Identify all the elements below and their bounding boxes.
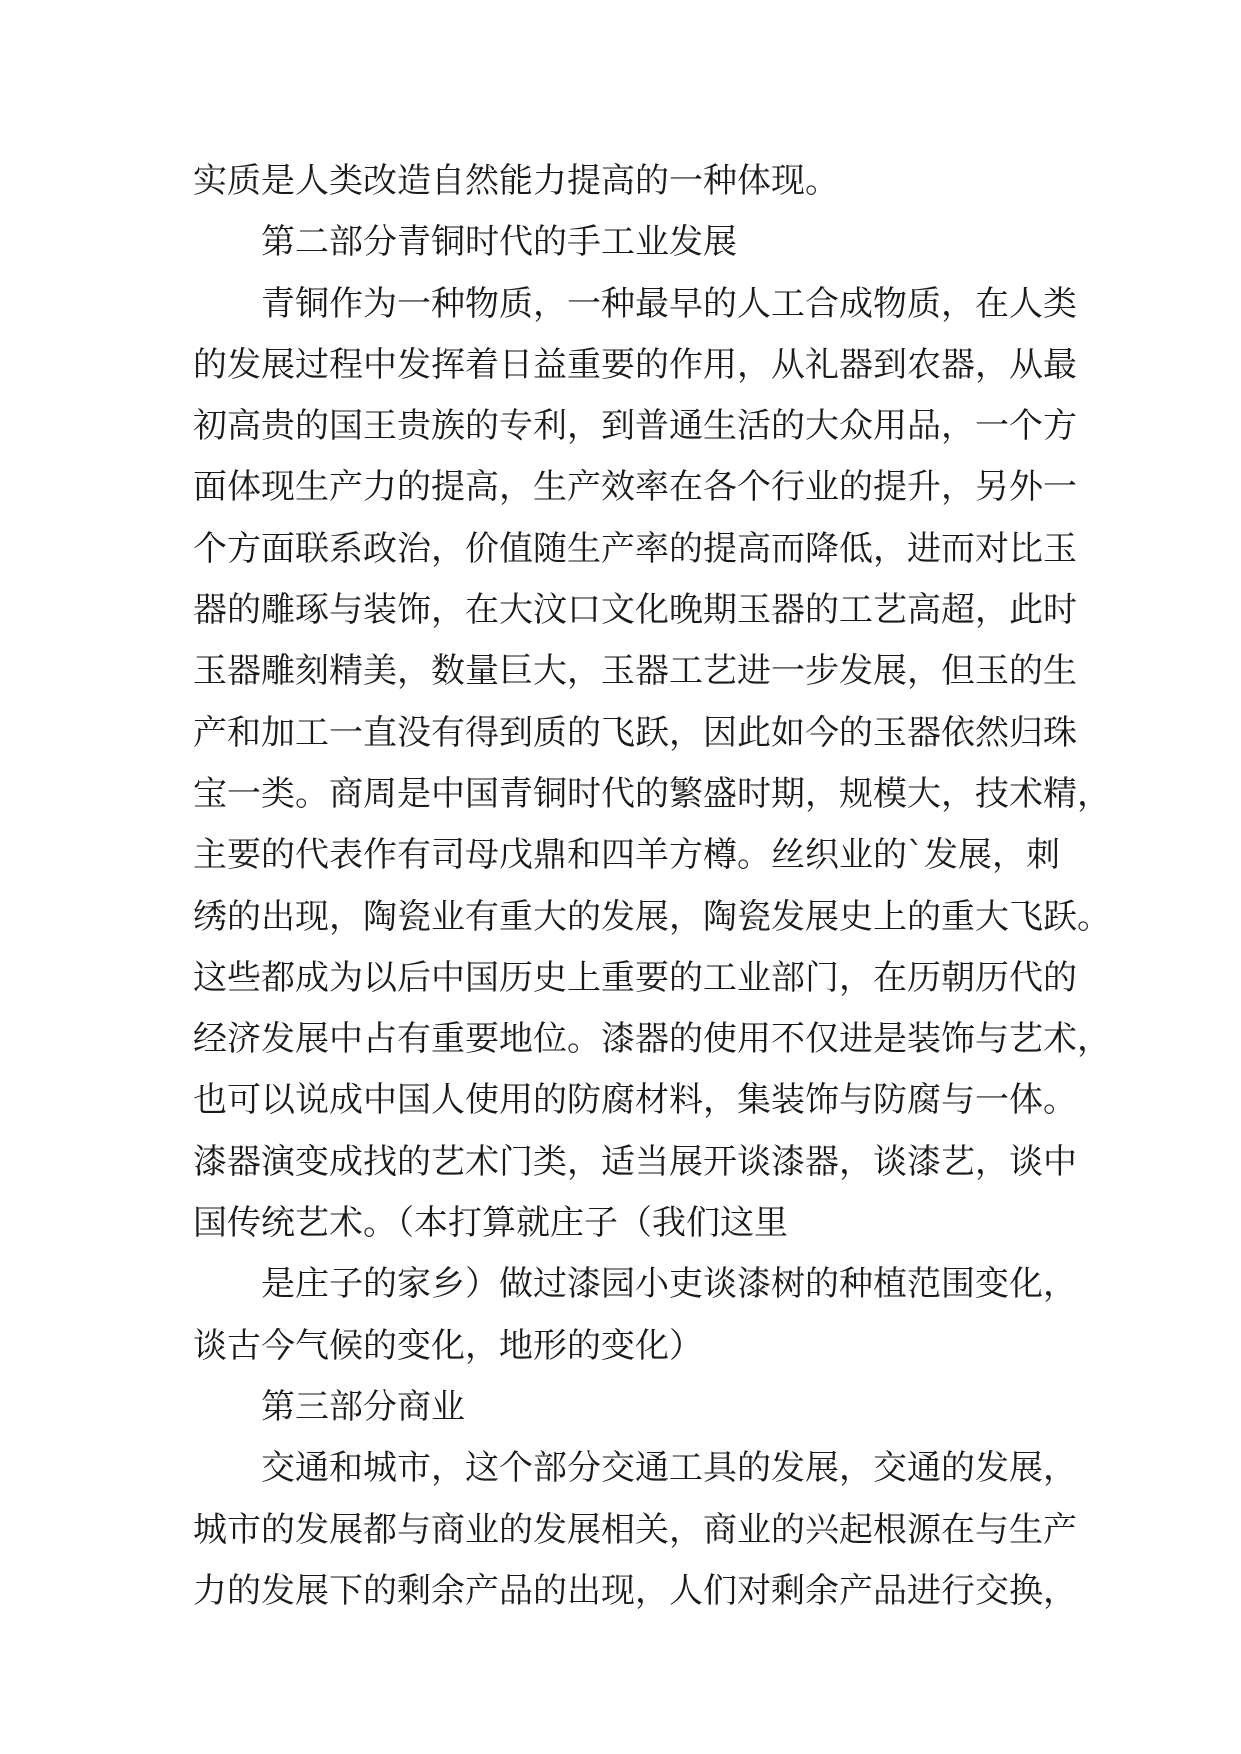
text-line: 这些都成为以后中国历史上重要的工业部门，在历朝历代的 xyxy=(193,957,1077,998)
text-line: 实质是人类改造自然能力提高的一种体现。 xyxy=(193,161,839,201)
text-line: 漆器演变成找的艺术门类，适当展开谈漆器，谈漆艺，谈中 xyxy=(193,1141,1077,1182)
text-line: 谈古今气候的变化，地形的变化） xyxy=(193,1325,703,1366)
document-body xyxy=(193,160,1111,1631)
text-line: 的发展过程中发挥着日益重要的作用，从礼器到农器，从最 xyxy=(193,344,1077,385)
text-line: 力的发展下的剩余产品的出现，人们对剩余产品进行交换， xyxy=(193,1570,1077,1611)
section-heading: 第二部分青铜时代的手工业发展 xyxy=(261,222,737,263)
text-line: 交通和城市，这个部分交通工具的发展，交通的发展， xyxy=(261,1448,1077,1489)
text-line: 宝一类。商周是中国青铜时代的繁盛时期，规模大，技术精， xyxy=(193,773,1111,814)
text-line: 城市的发展都与商业的发展相关，商业的兴起根源在与生产 xyxy=(193,1509,1077,1550)
text-line: 青铜作为一种物质，一种最早的人工合成物质，在人类 xyxy=(261,283,1077,324)
text-line: 也可以说成中国人使用的防腐材料，集装饰与防腐与一体。 xyxy=(193,1080,1077,1121)
text-line: 面体现生产力的提高，生产效率在各个行业的提升，另外一 xyxy=(193,467,1077,508)
section-heading: 第三部分商业 xyxy=(261,1386,465,1427)
text-line: 是庄子的家乡）做过漆园小吏谈漆树的种植范围变化， xyxy=(261,1264,1077,1305)
text-line: 器的雕琢与装饰，在大汶口文化晚期玉器的工艺高超，此时 xyxy=(193,590,1077,631)
text-line: 产和加工一直没有得到质的飞跃，因此如今的玉器依然归珠 xyxy=(193,712,1077,753)
text-line: 初高贵的国王贵族的专利，到普通生活的大众用品，一个方 xyxy=(193,406,1077,447)
text-line: 玉器雕刻精美，数量巨大，玉器工艺进一步发展，但玉的生 xyxy=(193,651,1077,692)
text-line: 主要的代表作有司母戊鼎和四羊方樽。丝织业的`发展，刺 xyxy=(193,835,1060,876)
text-line: 个方面联系政治，价值随生产率的提高而降低，进而对比玉 xyxy=(193,528,1077,569)
text-line: 国传统艺术。（本打算就庄子（我们这里 xyxy=(193,1203,788,1244)
text-line: 绣的出现，陶瓷业有重大的发展，陶瓷发展史上的重大飞跃。 xyxy=(193,896,1111,937)
text-line: 经济发展中占有重要地位。漆器的使用不仅进是装饰与艺术， xyxy=(193,1019,1111,1060)
